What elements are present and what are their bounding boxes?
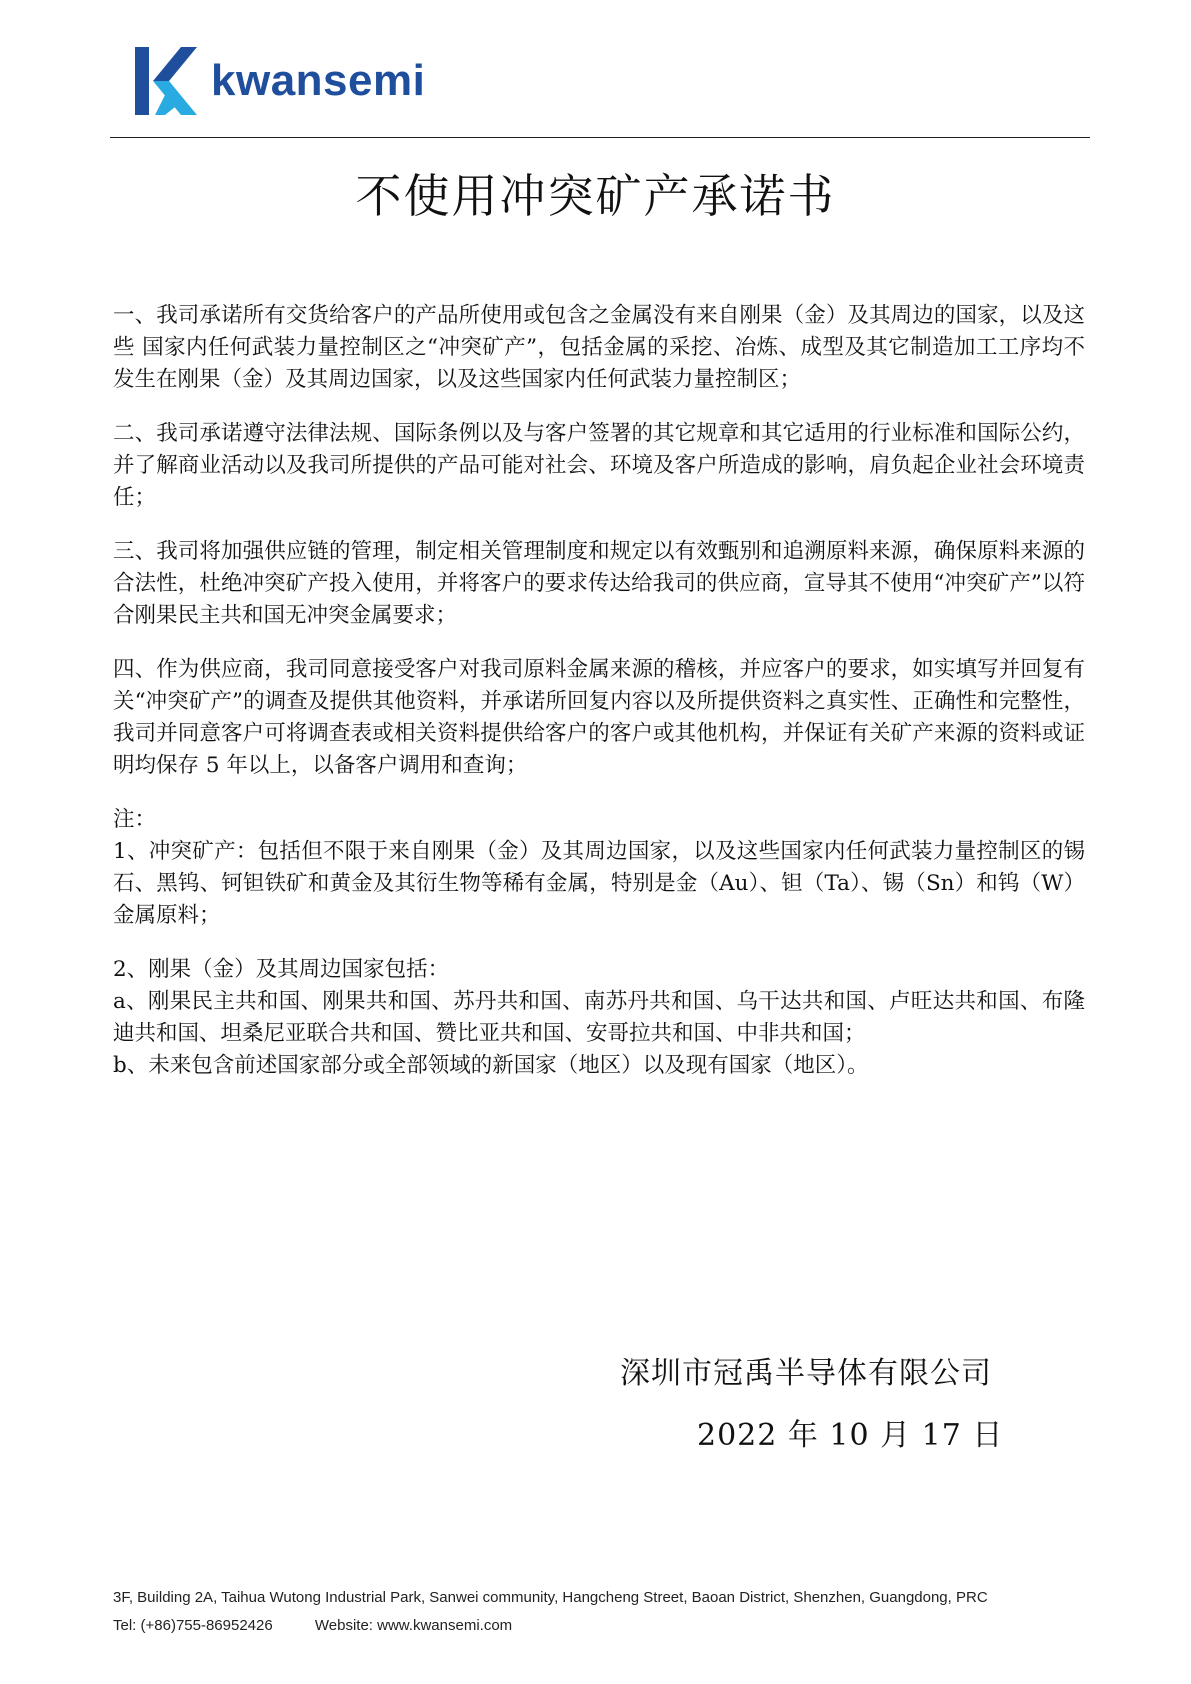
paragraph-3: 三、我司将加强供应链的管理，制定相关管理制度和规定以有效甄别和追溯原料来源，确保原料来源的合法性，杜绝冲突矿产投入使用，并将客户的要求传达给我司的供应商，宣导其不使用“冲突矿产”以符合刚果民主共和国无冲突金属要求；: [113, 539, 1085, 628]
document-body: [113, 300, 1085, 1082]
footer-website: Website: www.kwansemi.com: [314, 1617, 513, 1634]
paragraph-1: 一、我司承诺所有交货给客户的产品所使用或包含之金属没有来自刚果（金）及其周边的国家，以及这些 国家内任何武装力量控制区之“冲突矿产”，包括金属的采挖、冶炼、成型及其它制造加工工序均不发生在刚果（金）及其周边国家，以及这些国家内任何武装力量控制区；: [113, 303, 1085, 392]
paragraph-2: 二、我司承诺遵守法律法规、国际条例以及与客户签署的其它规章和其它适用的行业标准和国际公约，并了解商业活动以及我司所提供的产品可能对社会、环境及客户所造成的影响，肩负起企业社会环境责任；: [113, 421, 1085, 510]
page-title: 不使用冲突矿产承诺书: [355, 169, 836, 223]
note-2-item-b: b、未来包含前述国家部分或全部领域的新国家（地区）以及现有国家（地区）。: [113, 1053, 869, 1078]
logo-wordmark: kwansemi: [211, 56, 426, 105]
kwansemi-k-logo-icon: [135, 47, 197, 115]
footer: [113, 1584, 1088, 1640]
company-signature: 深圳市冠禹半导体有限公司: [620, 1356, 992, 1391]
footer-tel: Tel: (+86)755-86952426: [113, 1617, 273, 1634]
paragraph-4: 四、作为供应商，我司同意接受客户对我司原料金属来源的稽核，并应客户的要求，如实填写并回复有关“冲突矿产”的调查及提供其他资料，并承诺所回复内容以及所提供资料之真实性、正确性和完整性，我司并同意客户可将调查表或相关资料提供给客户的客户或其他机构，并保证有关矿产来源的资料或证明均保存 5 年以上，以备客户调用和查询；: [113, 657, 1085, 778]
footer-address: 3F, Building 2A, Taihua Wutong Industrial Park, Sanwei community, Hangcheng Street, Baoan District, Shenzhen, Guangdong, PRC: [113, 1589, 988, 1606]
document-date: 2022 年 10 月 17 日: [697, 1418, 1004, 1453]
footer-contact: [113, 1612, 1088, 1640]
note-1: 1、冲突矿产：包括但不限于来自刚果（金）及其周边国家，以及这些国家内任何武装力量控制区的锡石、黑钨、钶钽铁矿和黄金及其衍生物等稀有金属，特别是金（Au）、钽（Ta）、锡（Sn）和钨（W）金属原料；: [113, 839, 1085, 928]
notes-label: 注：: [113, 807, 157, 832]
header-divider: [110, 137, 1090, 138]
note-2-title: 2、刚果（金）及其周边国家包括：: [113, 957, 450, 982]
company-logo: [135, 47, 425, 115]
note-2-item-a: a、刚果民主共和国、刚果共和国、苏丹共和国、南苏丹共和国、乌干达共和国、卢旺达共和国、布隆迪共和国、坦桑尼亚联合共和国、赞比亚共和国、安哥拉共和国、中非共和国；: [113, 989, 1085, 1046]
